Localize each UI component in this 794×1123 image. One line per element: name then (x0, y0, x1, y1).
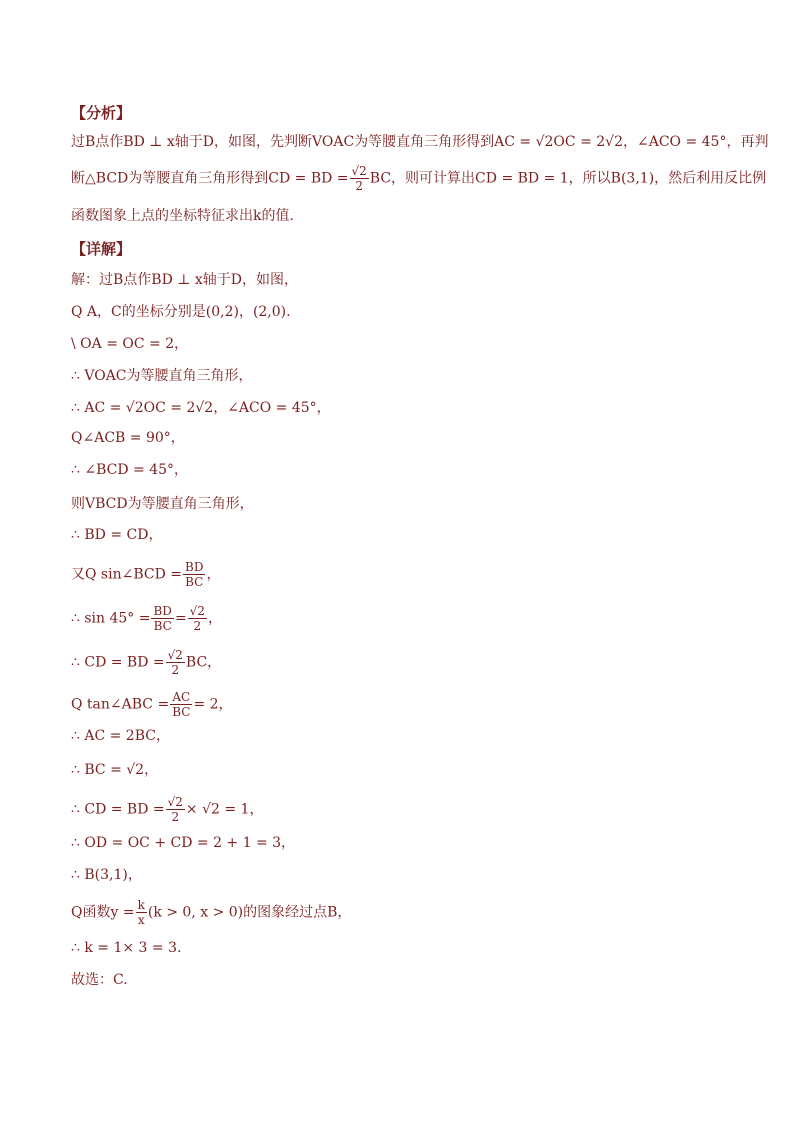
detail-line-19 (71, 898, 351, 927)
detail-line-12 (71, 648, 221, 677)
fraction-numerator: AC (170, 690, 192, 705)
line-10-end: ， (206, 566, 221, 583)
detail-line-8: 则VBCD为等腰直角三角形， (71, 496, 254, 512)
analysis-line-1: 过B点作BD ⊥ x轴于D，如图，先判断VOAC为等腰直角三角形得到AC = √2OC = 2√2，∠ACO = 45°，再判 (71, 134, 769, 150)
line-10-fraction (183, 560, 205, 589)
detail-line-20: ∴ k = 1× 3 = 3. (71, 940, 182, 956)
fraction-numerator: √2 (351, 164, 367, 178)
line-12-end: BC， (185, 654, 222, 671)
detail-line-14: ∴ AC = 2BC， (71, 728, 170, 744)
line-12-fraction (166, 648, 185, 677)
fraction-denominator: 2 (193, 619, 202, 633)
line-19-fraction (136, 898, 147, 927)
detail-line-4: ∴ VOAC为等腰直角三角形， (71, 368, 253, 384)
fraction-denominator: BC (172, 705, 191, 719)
line-11-end: ， (207, 610, 222, 627)
analysis-line-2-end: BC，则可计算出CD = BD = 1，所以B(3,1)，然后利用反比例 (369, 170, 767, 187)
detail-line-9: ∴ BD = CD， (71, 527, 163, 543)
line-12-start: ∴ CD = BD = (71, 654, 165, 671)
detail-line-11 (71, 604, 222, 633)
fraction-numerator: k (137, 898, 145, 912)
fraction-numerator: BD (185, 560, 204, 574)
detail-line-18: ∴ B(3,1)， (71, 867, 142, 883)
detail-line-10 (71, 560, 220, 589)
detail-line-3: \ OA = OC = 2， (71, 336, 189, 352)
fraction-numerator: √2 (189, 604, 205, 618)
line-10-start: 又Q sin∠BCD = (71, 566, 183, 583)
line-11-start: ∴ sin 45° = (71, 610, 151, 627)
line-16-start: ∴ CD = BD = (71, 801, 165, 818)
fraction-denominator: 2 (171, 663, 180, 677)
line-13-fraction (170, 690, 192, 719)
line-11-fraction-2 (188, 604, 207, 633)
line-11-equals: = (174, 610, 187, 627)
fraction-numerator: √2 (167, 648, 183, 662)
analysis-line-2 (71, 164, 766, 193)
analysis-line-3: 函数图象上点的坐标特征求出k的值. (71, 208, 294, 224)
analysis-fraction (350, 164, 369, 193)
line-11-fraction-1 (151, 604, 173, 633)
fraction-denominator: 2 (171, 810, 180, 824)
line-19-start: Q函数y = (71, 904, 135, 921)
fraction-denominator: 2 (355, 179, 363, 193)
detail-line-7: ∴ ∠BCD = 45°， (71, 462, 189, 478)
detail-line-17: ∴ OD = OC + CD = 2 + 1 = 3， (71, 835, 296, 851)
line-16-fraction (166, 795, 185, 824)
detail-line-15: ∴ BC = √2， (71, 762, 159, 778)
detail-line-1: 解：过B点作BD ⊥ x轴于D，如图， (71, 272, 298, 288)
line-13-end: = 2， (193, 696, 233, 713)
fraction-numerator: BD (153, 604, 172, 618)
line-16-end: × √2 = 1， (185, 801, 264, 818)
detail-line-6: Q∠ACB = 90°， (71, 430, 185, 446)
fraction-denominator: BC (153, 619, 172, 633)
detail-line-5: ∴ AC = √2OC = 2√2，∠ACO = 45°， (71, 400, 331, 416)
line-19-end: (k > 0, x > 0)的图象经过点B， (147, 904, 352, 921)
detail-line-16 (71, 795, 263, 824)
fraction-denominator: x (137, 913, 145, 927)
fraction-numerator: √2 (167, 795, 183, 809)
line-13-start: Q tan∠ABC = (71, 696, 170, 713)
detail-line-13 (71, 690, 233, 719)
detail-heading: 【详解】 (71, 240, 132, 258)
analysis-heading: 【分析】 (71, 104, 132, 122)
detail-line-2: Q A，C的坐标分别是(0,2)，(2,0). (71, 304, 291, 320)
detail-line-21-answer: 故选：C. (71, 972, 128, 988)
fraction-denominator: BC (185, 575, 204, 589)
analysis-line-2-start: 断△BCD为等腰直角三角形得到CD = BD = (71, 170, 349, 187)
